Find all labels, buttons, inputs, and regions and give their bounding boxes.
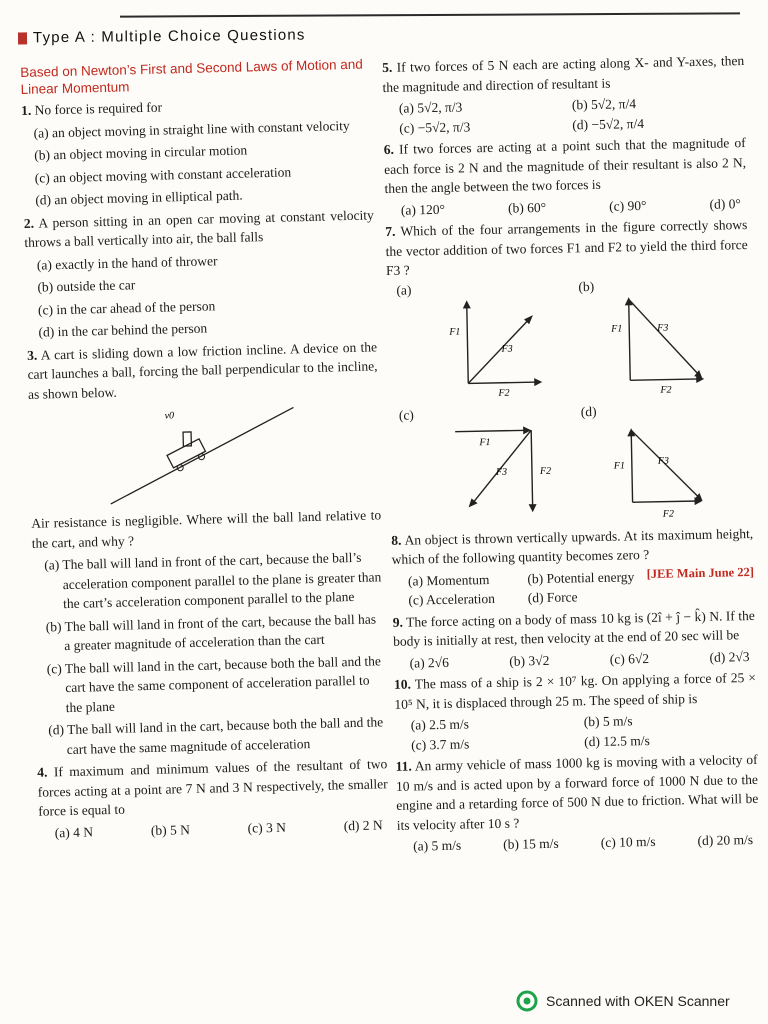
question-7 (385, 215, 753, 530)
option[interactable]: (a) Momentum (407, 571, 490, 589)
question-9 (393, 605, 756, 672)
option: (c) (398, 406, 414, 423)
vector-diagram-b (579, 293, 751, 396)
question-text: An army vehicle of mass 1000 kg is moving with a velocity of 10 m/s and is acted upon by a forward force of 1000 N due to the engine and a retarding force of 500 N due to friction. What will be its velocity after 10 s ? (395, 751, 759, 833)
question-text: A cart is sliding down a low friction incline. A device on the cart launches a ball, forcing the ball perpendicular to the incline, as shown below. (27, 338, 378, 402)
f3-label: F3 (501, 343, 513, 355)
option[interactable]: (d) 0° (709, 195, 741, 212)
option[interactable]: (d) in the car behind the person (38, 320, 208, 340)
option[interactable]: (c) 6√2 (609, 650, 650, 667)
f1-label: F1 (449, 326, 461, 338)
incline-line (109, 407, 296, 503)
option[interactable]: (d) 20 m/s (697, 832, 754, 849)
option[interactable]: (d) 2√3 (709, 648, 750, 665)
option[interactable]: (d) The ball will land in the cart, because both the ball and the cart have the same magnitude of acceleration (48, 714, 384, 757)
option-d-figure[interactable] (581, 398, 753, 526)
question-text: An object is thrown vertically upwards. At its maximum height, which of the following quantity becomes zero ? (391, 525, 754, 567)
question-1 (21, 92, 374, 210)
option[interactable]: (b) 15 m/s (503, 835, 559, 852)
option[interactable]: (c) The ball will land in the cart, because both the ball and the cart have the same component of acceleration parallel to the plane (46, 652, 382, 715)
velocity-label: v0 (164, 410, 175, 422)
option[interactable]: (a) exactly in the hand of thrower (36, 252, 218, 273)
question-number: 5. (382, 59, 393, 75)
f1-label: F1 (613, 460, 626, 472)
scanner-watermark (516, 990, 730, 1012)
question-number: 4. (37, 764, 48, 780)
option[interactable]: (c) an object moving with constant acceleration (34, 163, 292, 186)
vector-diagram-a (397, 296, 569, 399)
right-column (382, 51, 759, 858)
question-number: 1. (20, 102, 32, 118)
f3-label: F3 (657, 455, 670, 467)
option[interactable]: (b) 5√2, π/4 (571, 96, 637, 113)
option[interactable]: (b) 3√2 (509, 652, 550, 669)
watermark-text: Scanned with OKEN Scanner (546, 993, 730, 1009)
section-title: Based on Newton’s First and Second Laws of Motion and Linear Momentum (20, 56, 363, 97)
question-text: No force is required for (34, 99, 163, 118)
option: (b) (578, 278, 595, 294)
option-a-figure[interactable] (396, 277, 568, 405)
option[interactable]: (d) 2 N (343, 816, 383, 833)
option[interactable]: (d) Force (527, 589, 578, 606)
option: (a) (396, 281, 412, 298)
option[interactable]: (a) 120° (400, 201, 446, 218)
option[interactable]: (d) an object moving in elliptical path. (35, 187, 243, 208)
f1-label: F1 (479, 436, 491, 449)
question-5 (382, 51, 745, 138)
option[interactable]: (c) in the car ahead of the person (37, 297, 216, 318)
question-text: If maximum and minimum values of the resultant of two forces acting at a point are 7 N and 3 N respectively, the smaller force is equal to (37, 756, 388, 819)
option[interactable]: (b) 5 N (150, 821, 191, 838)
question-6 (384, 133, 747, 220)
option[interactable]: (c) 90° (609, 197, 647, 214)
option[interactable]: (b) 60° (507, 199, 547, 216)
question-text: A person sitting in an open car moving at constant velocity throws a ball vertically into air, the ball falls (24, 206, 374, 250)
question-text: If two forces of 5 N each are acting along X- and Y-axes, then the magnitude and direction of resultant is (382, 53, 745, 95)
f1-label: F1 (611, 323, 623, 335)
question-text: The force acting on a body of mass 10 kg is (2î + ĵ − k̂) N. If the body is initially at rest, then velocity at the end of 20 sec will be (393, 607, 755, 649)
scanner-logo-icon (516, 990, 538, 1012)
question-text: The mass of a ship is 2 × 10⁷ kg. On applying a force of 25 × 10⁵ N, it is displaced through 25 m. The speed of ship is (394, 669, 757, 712)
option-b-figure[interactable] (578, 274, 750, 402)
question-3 (27, 337, 387, 760)
option[interactable]: (b) 5 m/s (583, 713, 633, 730)
section-header (18, 26, 306, 46)
question-number: 7. (385, 223, 396, 239)
option[interactable]: (c) 3.7 m/s (411, 735, 470, 753)
question-number: 11. (395, 758, 412, 774)
option[interactable]: (a) 4 N (54, 823, 94, 840)
f2-label: F2 (498, 387, 510, 399)
question-text: If two forces are acting at a point such that the magnitude of each force is 2 N and the magnitude of their resultant is also 2 N, then the angle between the two forces is (383, 135, 747, 196)
option[interactable]: (d) 12.5 m/s (584, 732, 650, 749)
option: (d) (580, 403, 597, 419)
option[interactable]: (a) an object moving in straight line with constant velocity (33, 117, 350, 141)
header-marker (18, 32, 27, 44)
vector-diagram-d (581, 418, 753, 521)
question-number: 9. (392, 614, 404, 630)
f3-label: F3 (657, 322, 669, 334)
option[interactable]: (b) an object moving in circular motion (34, 142, 248, 163)
question-10 (394, 668, 757, 755)
top-rule (120, 12, 740, 17)
question-11 (395, 750, 759, 856)
f2-label: F2 (662, 508, 675, 520)
f3-label: F3 (495, 466, 508, 478)
f2-label: F2 (660, 384, 672, 396)
option[interactable]: (a) 2√6 (409, 654, 450, 671)
question-text: Which of the four arrangements in the figure correctly shows the vector addition of two forces F1 and F2 to yield the third force F3 ? (385, 217, 748, 278)
option[interactable]: (b) outside the car (37, 277, 136, 295)
option[interactable]: (a) 5√2, π/3 (398, 99, 463, 116)
option[interactable]: (a) 5 m/s (412, 837, 462, 854)
question-number: 10. (393, 676, 412, 692)
f2-label: F2 (539, 465, 552, 478)
question-number: 6. (383, 141, 395, 157)
incline-cart-figure (98, 403, 300, 508)
option[interactable]: (c) 3 N (247, 819, 287, 836)
option[interactable]: (d) −5√2, π/4 (572, 115, 645, 132)
question-2 (24, 205, 377, 343)
option-c-figure[interactable] (399, 402, 571, 530)
cart-icon (161, 427, 208, 473)
option[interactable]: (b) The ball will land in front of the cart, because the ball has a greater magnitude of acceleration than the cart (45, 610, 377, 654)
option[interactable]: (c) −5√2, π/3 (399, 118, 471, 136)
option[interactable]: (a) 2.5 m/s (410, 716, 470, 733)
option[interactable]: (c) 10 m/s (600, 833, 656, 850)
exam-reference: [JEE Main June 22] (646, 564, 755, 581)
question-text: Air resistance is negligible. Where will the ball land relative to the cart, and why ? (31, 507, 382, 551)
option[interactable]: (c) Acceleration (408, 590, 496, 608)
option[interactable]: (b) Potential energy (527, 568, 635, 586)
question-8 (391, 523, 754, 610)
question-number: 2. (23, 215, 35, 231)
vector-diagram-c (399, 421, 571, 524)
question-4 (37, 754, 389, 843)
question-number: 8. (391, 532, 402, 548)
page-title: Type A : Multiple Choice Questions (32, 26, 306, 47)
option[interactable]: (a) The ball will land in front of the cart, because the ball’s acceleration component parallel to the plane is greater than the cart’s acceleration component parallel to the plane (44, 549, 382, 612)
left-column (20, 55, 389, 844)
question-number: 3. (26, 347, 38, 363)
